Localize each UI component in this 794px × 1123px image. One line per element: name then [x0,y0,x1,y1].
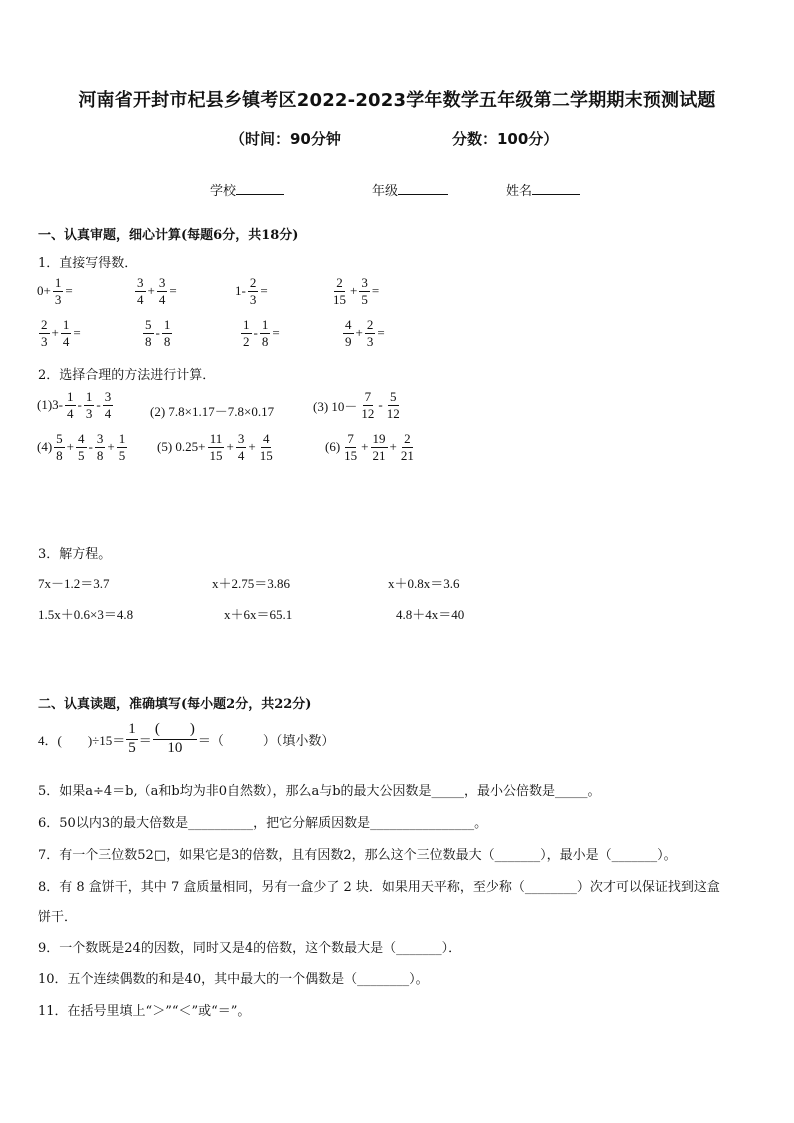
numerator: 3 [96,431,104,446]
numerator: 1 [118,431,126,446]
q7: 7．有一个三位数52□，如果它是3的倍数，且有因数2，那么这个三位数最大（_______），最小是（_______）。 [38,848,677,863]
denominator: 8 [96,447,104,463]
operator: + [389,439,397,455]
operator: + [66,439,75,455]
score-label: 分数：100分） [452,130,559,148]
numerator: 11 [209,431,223,446]
denominator: 4 [104,405,112,421]
q11: 11．在括号里填上“＞”“＜”或“＝”。 [38,1004,251,1019]
fraction [39,318,50,348]
q4-fraction-blank[interactable]: $\frac{( )}{10}$ [154,721,195,756]
q1-row1-item2 [134,276,178,306]
q2-part2: (2) 7.8×1.17－7.8×0.17 [150,404,275,419]
q1-row1-item3 [234,276,269,306]
operator: + [51,325,59,341]
fraction [54,432,65,462]
denominator: 4 [137,291,144,307]
grade-label: 年级 [372,184,399,199]
operator: - [88,439,93,455]
denominator: 21 [400,447,414,463]
numerator: 1 [54,275,62,290]
denominator: 3 [54,291,62,307]
q1-row1-item1 [36,276,74,306]
fraction [385,390,402,420]
denominator: 21 [372,447,386,463]
q2-part5 [156,432,276,462]
numerator: 4 [345,317,352,332]
expr-prefix: 1- [235,283,246,299]
q3-eq5: x＋6x＝65.1 [224,607,293,622]
q2-part3 [312,390,403,420]
numerator: 1 [261,317,269,332]
fraction [61,318,72,348]
q1-row2-item3 [240,318,281,348]
numerator: 1 [163,317,171,332]
operator: + [147,283,155,299]
equals-sign: = [371,283,380,299]
fraction [248,276,259,306]
expr-prefix: (6) [325,439,341,455]
fraction [359,390,376,420]
numerator: 3 [158,275,166,290]
q9: 9．一个数既是24的因数，同时又是4的倍数，这个数最大是（_______）． [38,941,462,956]
q1-row2-item1 [38,318,82,348]
school-blank[interactable] [236,181,284,195]
denominator: 8 [145,333,152,349]
operator: - [96,397,101,413]
q1-row1-item4 [330,276,380,306]
fraction [399,432,416,462]
expr-prefix: 0+ [37,283,51,299]
numerator: 3 [104,389,112,404]
school-field[interactable] [210,180,284,199]
operator: - [77,397,82,413]
operator: + [248,439,256,455]
fraction [157,276,168,306]
numerator: 4 [262,431,270,446]
fraction [76,432,87,462]
numerator: 5 [390,389,397,404]
denominator: 12 [361,405,375,421]
denominator: 15 [333,291,346,307]
q2-part6 [324,432,417,462]
fraction [95,432,106,462]
fraction [162,318,173,348]
fraction [342,432,359,462]
numerator: 2 [336,275,343,290]
numerator: 3 [137,275,144,290]
numerator: 4 [78,431,85,446]
equals-sign: = [377,325,385,341]
operator: + [107,439,115,455]
fraction [365,318,376,348]
q4-suffix: ＝（ ）（填小数） [197,732,335,748]
denominator: 5 [361,291,368,307]
operator: + [361,439,369,455]
fraction [208,432,225,462]
numerator: 2 [249,275,257,290]
operator: - [253,325,258,341]
q8-line2: 饼干． [38,910,78,925]
operator: + [355,325,363,341]
q4 [38,722,334,757]
numerator: 2 [41,317,48,332]
expr-prefix: (4) [37,439,53,455]
name-blank[interactable] [532,181,580,195]
q10: 10．五个连续偶数的和是40，其中最大的一个偶数是（________）。 [38,972,429,987]
grade-blank[interactable] [398,181,448,195]
fraction [53,276,64,306]
denominator: 15 [344,447,358,463]
equals-sign: = [65,283,73,299]
q5: 5．如果a÷4＝b,（a和b均为非0自然数），那么a与b的最大公因数是_____，最小公倍数是_____。 [38,784,601,799]
numerator: 7 [347,431,354,446]
numerator: 5 [56,431,63,446]
denominator: 5 [118,447,126,463]
grade-field[interactable] [372,180,448,199]
operator: + [226,439,234,455]
fraction [371,432,388,462]
equals-sign: = [272,325,280,341]
denominator: 15 [259,447,273,463]
section2-heading: 二、认真读题，准确填写(每小题2分，共22分) [38,697,312,712]
q3-eq1: 7x－1.2＝3.7 [38,576,110,591]
numerator: 3 [237,431,245,446]
operator: - [378,397,383,413]
denominator: 8 [56,447,63,463]
q3-eq3: x＋0.8x＝3.6 [388,576,460,591]
numerator: 1 [243,317,250,332]
q1-label: 1．直接写得数． [38,256,138,271]
school-label: 学校 [210,184,237,199]
name-label: 姓名 [506,184,533,199]
numerator: 3 [361,275,368,290]
fraction [135,276,146,306]
q8-line1: 8．有 8 盒饼干，其中 7 盒质量相同，另有一盒少了 2 块．如果用天平称，至少称（________）次才可以保证找到这盒 [38,880,720,895]
fraction [117,432,128,462]
denominator: 4 [62,333,70,349]
fraction [343,318,354,348]
q4-prefix: 4．( )÷15＝ [38,732,126,748]
denominator: 8 [261,333,269,349]
section1-heading: 一、认真审题，细心计算(每题6分，共18分) [38,228,299,243]
q3-eq6: 4.8＋4x＝40 [396,607,465,622]
fraction [241,318,252,348]
denominator: 15 [209,447,223,463]
q4-fraction-given: $\frac{1}{5}$ [128,721,136,756]
denominator: 8 [163,333,171,349]
expr-prefix: (3) 10－ [313,398,358,414]
numerator: 2 [366,317,374,332]
numerator: 19 [372,431,386,446]
expr-prefix: (5) 0.25+ [157,439,206,455]
equals-sign: = [73,325,81,341]
fraction [143,318,154,348]
equals-sign: = [169,283,177,299]
numerator: 1 [85,389,93,404]
fraction [65,390,76,420]
q2-part1 [36,390,114,420]
q3-eq4: 1.5x＋0.6×3＝4.8 [38,607,134,622]
numerator: 1 [62,317,70,332]
fraction [258,432,275,462]
numerator: 5 [145,317,152,332]
fraction [103,390,114,420]
q1-row2-item4 [342,318,386,348]
name-field[interactable] [506,180,580,199]
denominator: 4 [67,405,74,421]
q6: 6．50以内3的最大倍数是__________，把它分解质因数是________________。 [38,816,488,831]
operator: - [155,325,160,341]
operator: + [350,283,358,299]
q4-equals: ＝ [138,732,152,748]
expr-prefix: (1)3- [37,397,63,413]
denominator: 5 [78,447,85,463]
time-label: （时间：90分钟 [230,130,341,148]
fraction [331,276,348,306]
denominator: 4 [158,291,166,307]
page-title: 河南省开封市杞县乡镇考区2022-2023学年数学五年级第二学期期末预测试题 [78,90,716,111]
equals-sign: = [260,283,268,299]
denominator: 2 [243,333,250,349]
numerator: 2 [404,431,411,446]
denominator: 3 [41,333,48,349]
fraction [236,432,247,462]
denominator: 3 [249,291,257,307]
fraction [260,318,271,348]
q2-part4 [36,432,128,462]
numerator: 1 [67,389,74,404]
q3-label: 3．解方程。 [38,547,112,562]
denominator: 3 [366,333,374,349]
q1-row2-item2 [142,318,173,348]
numerator: 7 [364,389,372,404]
denominator: 3 [85,405,93,421]
q3-eq2: x＋2.75＝3.86 [212,576,291,591]
fraction [84,390,95,420]
denominator: 12 [386,405,400,421]
fraction [359,276,370,306]
denominator: 4 [237,447,245,463]
denominator: 9 [345,333,352,349]
q2-label: 2．选择合理的方法进行计算． [38,368,216,383]
